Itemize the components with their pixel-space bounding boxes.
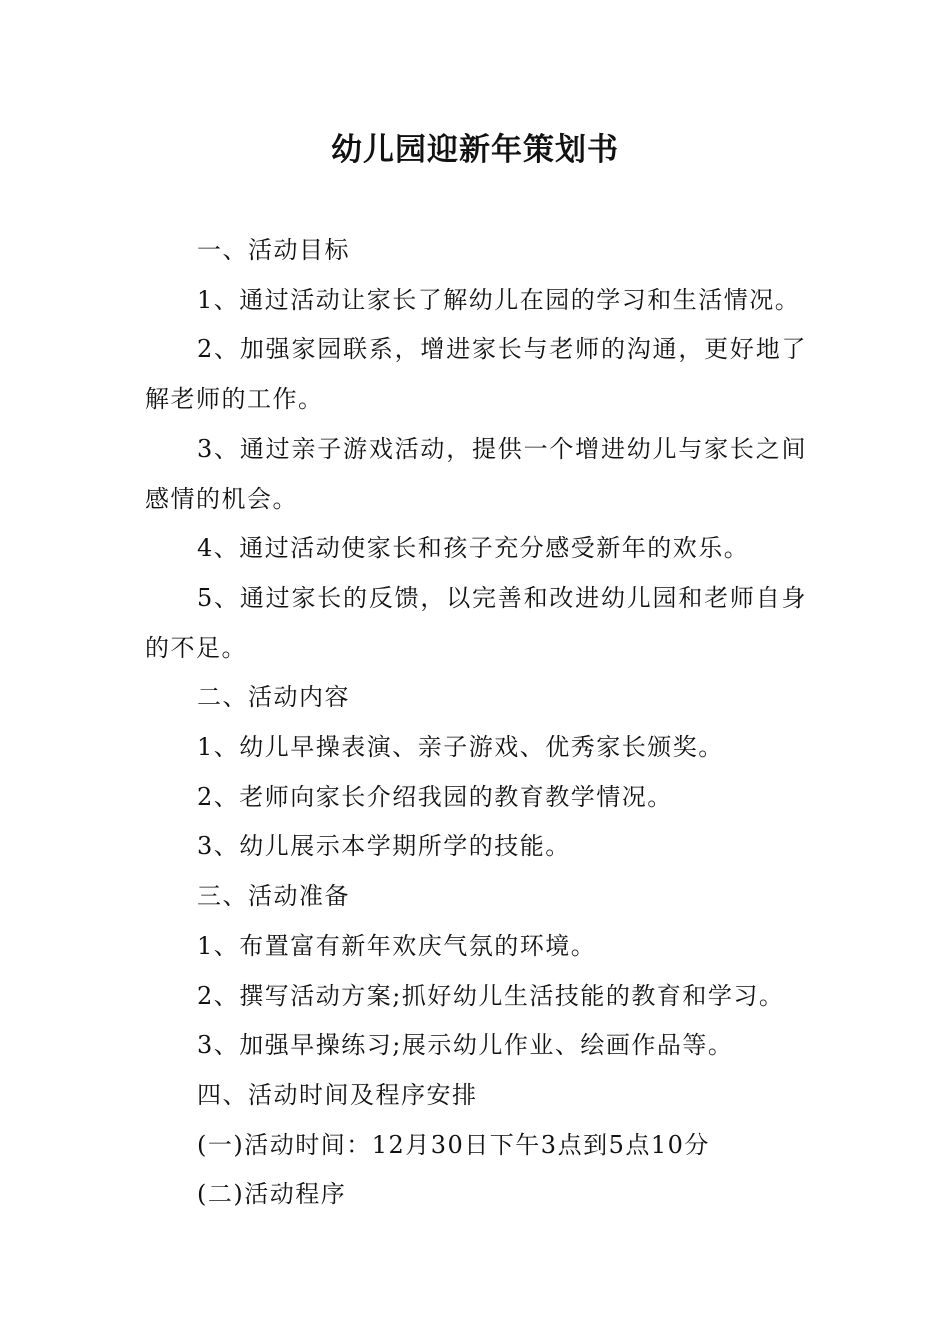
goal-item-3: 3、通过亲子游戏活动，提供一个增进幼儿与家长之间感情的机会。 [145,434,807,513]
preparation-item-1: 1、布置富有新年欢庆气氛的环境。 [197,931,597,960]
section-heading-goals: 一、活动目标 [197,236,350,264]
goal-item-5: 5、通过家长的反馈，以完善和改进幼儿园和老师自身的不足。 [145,583,807,662]
content-item-2: 2、老师向家长介绍我园的教育教学情况。 [197,782,673,811]
schedule-time: (一)活动时间：12月30日下午3点到5点10分 [197,1130,710,1159]
document-body [145,226,807,1220]
section-heading-schedule: 四、活动时间及程序安排 [197,1080,478,1109]
goal-item-4: 4、通过活动使家长和孩子充分感受新年的欢乐。 [197,534,750,563]
goal-item-2: 2、加强家园联系，增进家长与老师的沟通，更好地了解老师的工作。 [145,335,807,414]
content-item-3: 3、幼儿展示本学期所学的技能。 [197,832,571,861]
section-heading-preparation: 三、活动准备 [197,882,350,911]
preparation-item-3: 3、加强早操练习;展示幼儿作业、绘画作品等。 [197,1031,734,1060]
section-heading-content: 二、活动内容 [197,683,350,712]
content-item-1: 1、幼儿早操表演、亲子游戏、优秀家长颁奖。 [197,733,724,762]
document-title: 幼儿园迎新年策划书 [331,132,619,168]
preparation-item-2: 2、撰写活动方案;抓好幼儿生活技能的教育和学习。 [197,981,785,1010]
goal-item-1: 1、通过活动让家长了解幼儿在园的学习和生活情况。 [197,285,801,314]
schedule-program-heading: (二)活动程序 [197,1180,347,1209]
